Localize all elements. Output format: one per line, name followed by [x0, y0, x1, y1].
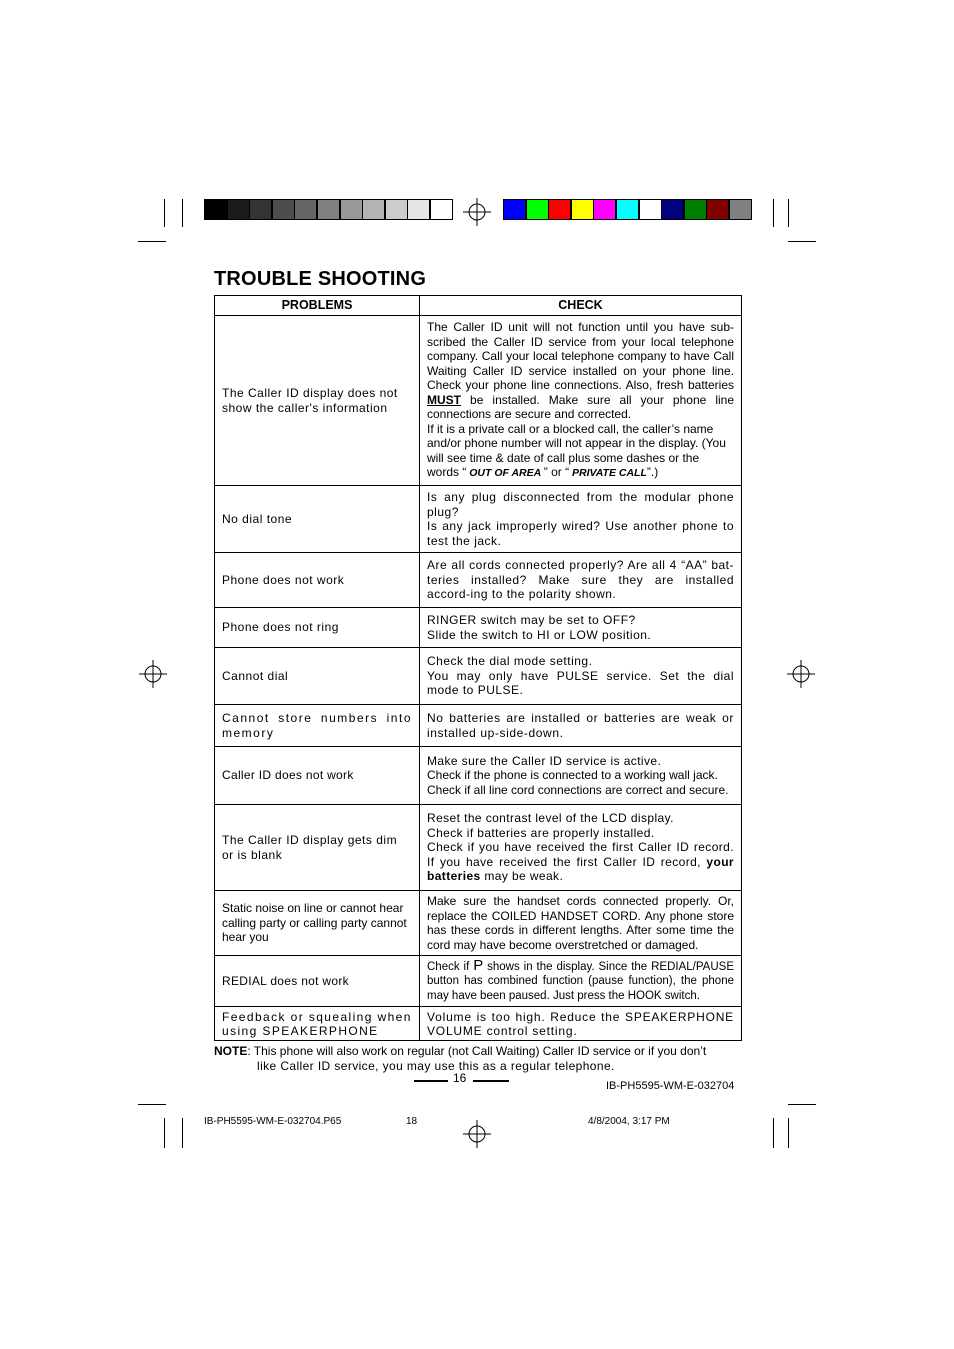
table-row	[215, 805, 742, 891]
registration-mark-icon	[463, 1120, 491, 1148]
color-swatch	[548, 199, 571, 220]
color-swatch	[593, 199, 616, 220]
note-label: NOTE	[214, 1044, 248, 1058]
problem-cell: Caller ID does not work	[215, 747, 420, 805]
check-cell: RINGER switch may be set to OFF? Slide the switch to HI or LOW position.	[420, 608, 742, 648]
problem-cell: Phone does not ring	[215, 608, 420, 648]
check-cell: No batteries are installed or batteries are weak or installed up-side-down.	[420, 705, 742, 747]
gray-swatch	[227, 199, 250, 220]
color-swatch	[616, 199, 639, 220]
table-row	[215, 553, 742, 608]
table-row	[215, 316, 742, 486]
print-footer-datetime: 4/8/2004, 3:17 PM	[588, 1116, 670, 1127]
doc-code: IB-PH5595-WM-E-032704	[606, 1080, 735, 1092]
pause-glyph-icon: P	[473, 956, 484, 974]
table-row	[215, 956, 742, 1007]
header-problems: PROBLEMS	[215, 296, 420, 316]
table-header-row	[215, 296, 742, 316]
gray-swatch	[407, 199, 430, 220]
note-text-2: like Caller ID service, you may use this as a regular telephone.	[257, 1059, 615, 1073]
problem-cell: The Caller ID display does not show the caller's information	[215, 316, 420, 486]
gray-swatch	[249, 199, 272, 220]
table-row	[215, 648, 742, 705]
check-cell: Make sure the Caller ID service is active. Check if the phone is connected to a working wall jack. Check if all line cord connections are correct and secure.	[420, 747, 742, 805]
gray-swatch	[385, 199, 408, 220]
table-row	[215, 608, 742, 648]
troubleshooting-table	[214, 295, 742, 1041]
color-swatch	[526, 199, 549, 220]
color-swatch	[684, 199, 707, 220]
color-swatch	[639, 199, 662, 220]
page-title: TROUBLE SHOOTING	[214, 268, 427, 290]
problem-cell: No dial tone	[215, 486, 420, 553]
check-cell: Reset the contrast level of the LCD display. Check if batteries are properly installed. Check if you have received the first Caller ID record. If you have received the first Caller ID record, your batteries may be weak.	[420, 805, 742, 891]
print-footer-sheet: 18	[406, 1116, 418, 1127]
registration-mark-icon	[463, 198, 491, 226]
gray-swatch	[204, 199, 227, 220]
print-footer-file: IB-PH5595-WM-E-032704.P65	[204, 1116, 342, 1127]
note-text-1: : This phone will also work on regular (not Call Waiting) Caller ID service or if you don’t	[247, 1044, 707, 1058]
problem-cell: The Caller ID display gets dim or is blank	[215, 805, 420, 891]
color-swatch	[706, 199, 729, 220]
check-cell: The Caller ID unit will not function until you have sub-scribed the Caller ID service from your local telephone company. Call your local telephone company to have Call Waiting Caller ID service installed on your phone line. Check your phone line connections. Also, fresh batteries MUST be installed. Make sure all your phone line connections are secure and corrected. If it is a private call or a blocked call, the caller’s name and/or phone number will not appear in the display. (You will see time & date of call plus some dashes or the words “ OUT OF AREA ” or “ PRIVATE CALL”.)	[420, 316, 742, 486]
gray-swatch	[362, 199, 385, 220]
problem-cell: Cannot dial	[215, 648, 420, 705]
page-number-rule-right	[473, 1080, 509, 1082]
table-row	[215, 747, 742, 805]
color-swatch	[503, 199, 526, 220]
color-swatch	[729, 199, 752, 220]
check-cell: Are all cords connected properly? Are all 4 “AA” bat-teries installed? Make sure they are installed accord-ing to the polarity shown.	[420, 553, 742, 608]
check-cell: Check the dial mode setting. You may only have PULSE service. Set the dial mode to PULSE.	[420, 648, 742, 705]
problem-cell: Cannot store numbers into memory	[215, 705, 420, 747]
color-swatch	[661, 199, 684, 220]
gray-swatch	[272, 199, 295, 220]
note	[214, 1044, 741, 1074]
problem-cell: Feedback or squealing when using SPEAKERPHONE	[215, 1007, 420, 1041]
table-row	[215, 1007, 742, 1041]
header-check: CHECK	[420, 296, 742, 316]
gray-swatch	[317, 199, 340, 220]
problem-cell: REDIAL does not work	[215, 956, 420, 1007]
check-cell: Check if P shows in the display. Since the REDIAL/PAUSE button has combined function (pause function), the phone may have been paused. Just press the HOOK switch.	[420, 956, 742, 1007]
check-cell: Volume is too high. Reduce the SPEAKERPHONE VOLUME control setting.	[420, 1007, 742, 1041]
color-swatch	[571, 199, 594, 220]
problem-cell: Phone does not work	[215, 553, 420, 608]
gray-swatch	[294, 199, 317, 220]
registration-mark-icon	[139, 660, 167, 688]
problem-cell: Static noise on line or cannot hear calling party or calling party cannot hear you	[215, 891, 420, 956]
page-number: 16	[453, 1071, 467, 1085]
check-cell: Make sure the handset cords connected properly. Or, replace the COILED HANDSET CORD. Any phone store has these cords in different lengths. After some time the cord may have become overstretched or damaged.	[420, 891, 742, 956]
registration-mark-icon	[787, 660, 815, 688]
gray-swatch	[340, 199, 363, 220]
page-number-rule-left	[414, 1080, 448, 1082]
gray-swatch	[430, 199, 453, 220]
table-row	[215, 486, 742, 553]
table-row	[215, 705, 742, 747]
check-cell: Is any plug disconnected from the modular phone plug? Is any jack improperly wired? Use another phone to test the jack.	[420, 486, 742, 553]
table-row	[215, 891, 742, 956]
